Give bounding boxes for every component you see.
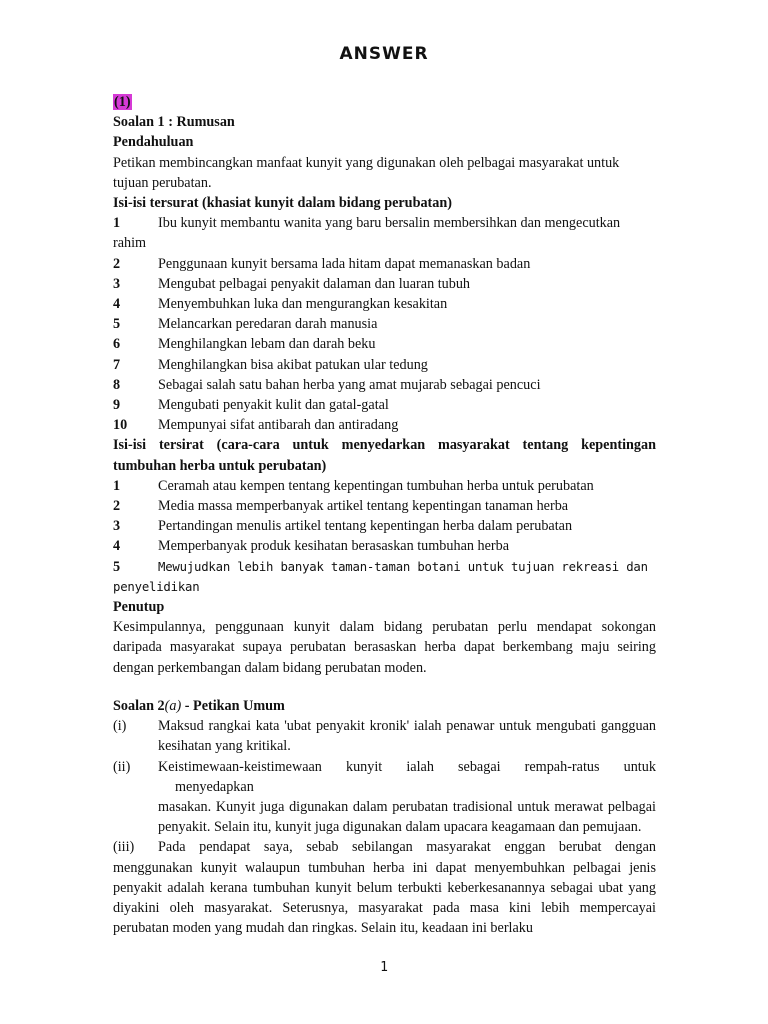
q2-heading (113, 696, 656, 716)
item-number: 3 (113, 275, 121, 292)
tersurat-item (113, 395, 656, 415)
answer-text-line2: menyedapkan (175, 778, 254, 795)
item-text: Penggunaan kunyit bersama lada hitam dapat memanaskan badan (158, 255, 531, 272)
q2-answer-iii (113, 837, 656, 938)
tersurat-item (113, 415, 656, 435)
item-text: Mempunyai sifat antibarah dan antiradang (158, 417, 399, 434)
tersurat-item (113, 294, 656, 314)
item-text: Media massa memperbanyak artikel tentang kepentingan tanaman herba (158, 498, 569, 515)
answer-word: rempah-ratus (524, 758, 600, 775)
item-text: Mengubati penyakit kulit dan gatal-gatal (158, 397, 389, 414)
tersirat-list (113, 476, 656, 557)
tersurat-item (113, 314, 656, 334)
item-text: Menghilangkan bisa akibat patukan ular tedung (158, 356, 428, 373)
answer-label: (i) (113, 718, 127, 735)
tersirat-item (113, 476, 656, 496)
item-number: 1 (113, 477, 121, 494)
tersurat-item (113, 375, 656, 395)
penutup-heading: Penutup (113, 599, 165, 616)
tersirat-heading: Isi-isi tersirat (cara-cara untuk menyedarkan masyarakat tentang kepentingan tumbuhan herba untuk perubatan) (113, 437, 656, 474)
tersurat-item (113, 355, 656, 375)
tersirat-item-5 (113, 557, 656, 597)
item-number: 3 (113, 518, 121, 535)
answer-word: Keistimewaan-keistimewaan (158, 758, 322, 775)
q2-heading-title: - Petikan Umum (181, 697, 285, 714)
tersirat-item (113, 516, 656, 536)
tersurat-heading: Isi-isi tersurat (khasiat kunyit dalam bidang perubatan) (113, 195, 452, 212)
item-text: Ceramah atau kempen tentang kepentingan tumbuhan herba untuk perubatan (158, 477, 594, 494)
q2-answer-ii (113, 757, 656, 777)
item-text: Sebagai salah satu bahan herba yang amat mujarab sebagai pencuci (158, 376, 541, 393)
item-number: 5 (113, 558, 121, 575)
item-text: Memperbanyak produk kesihatan berasaskan tumbuhan herba (158, 538, 510, 555)
item-number: 4 (113, 296, 121, 313)
intro-heading: Pendahuluan (113, 134, 194, 151)
item-number: 5 (113, 316, 121, 333)
page-number: 1 (380, 960, 388, 975)
answer-word: sebagai (458, 758, 501, 775)
tersirat-item (113, 536, 656, 556)
item-text: Mewujudkan lebih banyak taman-taman botani untuk tujuan rekreasi dan penyelidikan (113, 559, 648, 594)
q2-heading-label: Soalan 2 (113, 697, 165, 714)
answer-label: (iii) (113, 839, 135, 856)
tersurat-item (113, 254, 656, 274)
spacer (113, 678, 656, 696)
item-number: 8 (113, 376, 121, 393)
item-number: 2 (113, 255, 121, 272)
item-number: 2 (113, 498, 121, 515)
tersurat-item-1 (113, 213, 656, 253)
tersurat-item (113, 274, 656, 294)
answer-label: (ii) (113, 758, 131, 775)
tersirat-item (113, 496, 656, 516)
item-text: Menyembuhkan luka dan mengurangkan kesakitan (158, 296, 448, 313)
item-number: 4 (113, 538, 121, 555)
answer-text: Pada pendapat saya, sebab sebilangan masyarakat enggan berubat dengan menggunakan kunyit walaupun tumbuhan herba ini dapat menyembuhkan pelbagai jenis penyakit adalah kerana tumbuhan kunyit belum terbukti keberkesanannya sebagai ubat yang diyakini oleh masyarakat. Seterusnya, masyarakat pada masa kini lebih mempercayai perubatan moden yang mudah dan ringkas. Selain itu, keadaan ini berlaku (113, 839, 656, 937)
tersurat-item (113, 334, 656, 354)
tersurat-list (113, 254, 656, 436)
q2-answer-i (113, 716, 656, 756)
q2-heading-part: (a) (164, 697, 182, 714)
item-text: Melancarkan peredaran darah manusia (158, 316, 378, 333)
item-number: 10 (113, 417, 128, 434)
intro-text: Petikan membincangkan manfaat kunyit yang digunakan oleh pelbagai masyarakat untuk tujuan perubatan. (113, 154, 620, 191)
answer-text: Maksud rangkai kata 'ubat penyakit kronik' ialah penawar untuk mengubati gangguan kesihatan yang kritikal. (158, 718, 656, 755)
answer-word: ialah (406, 758, 434, 775)
answer-text-rest: masakan. Kunyit juga digunakan dalam perubatan tradisional untuk merawat pelbagai penyakit. Selain itu, kunyit juga digunakan dalam upacara keagamaan dan pemujaan. (158, 798, 656, 836)
answer-text-line1 (158, 757, 656, 777)
item-text: Pertandingan menulis artikel tentang kepentingan herba dalam perubatan (158, 518, 573, 535)
document-body (113, 92, 656, 938)
item-text: Mengubat pelbagai penyakit dalaman dan luaran tubuh (158, 275, 471, 292)
item-number: 6 (113, 336, 121, 353)
item-text: Ibu kunyit membantu wanita yang baru bersalin membersihkan dan mengecutkan rahim (113, 215, 621, 252)
penutup-text: Kesimpulannya, penggunaan kunyit dalam bidang perubatan perlu mendapat sokongan daripada masyarakat supaya perubatan berasaskan herba dapat berkembang maju seiring dengan perkembangan dalam bidang perubatan moden. (113, 619, 656, 676)
q1-heading: Soalan 1 : Rumusan (113, 114, 235, 131)
item-number: 9 (113, 397, 121, 414)
answer-word: untuk (623, 758, 656, 775)
highlighted-marker: (1) (114, 94, 131, 110)
page-title: ANSWER (339, 44, 429, 64)
item-text: Menghilangkan lebam dan darah beku (158, 336, 376, 353)
item-number: 1 (113, 215, 121, 232)
answer-word: kunyit (345, 758, 383, 775)
item-number: 7 (113, 356, 121, 373)
